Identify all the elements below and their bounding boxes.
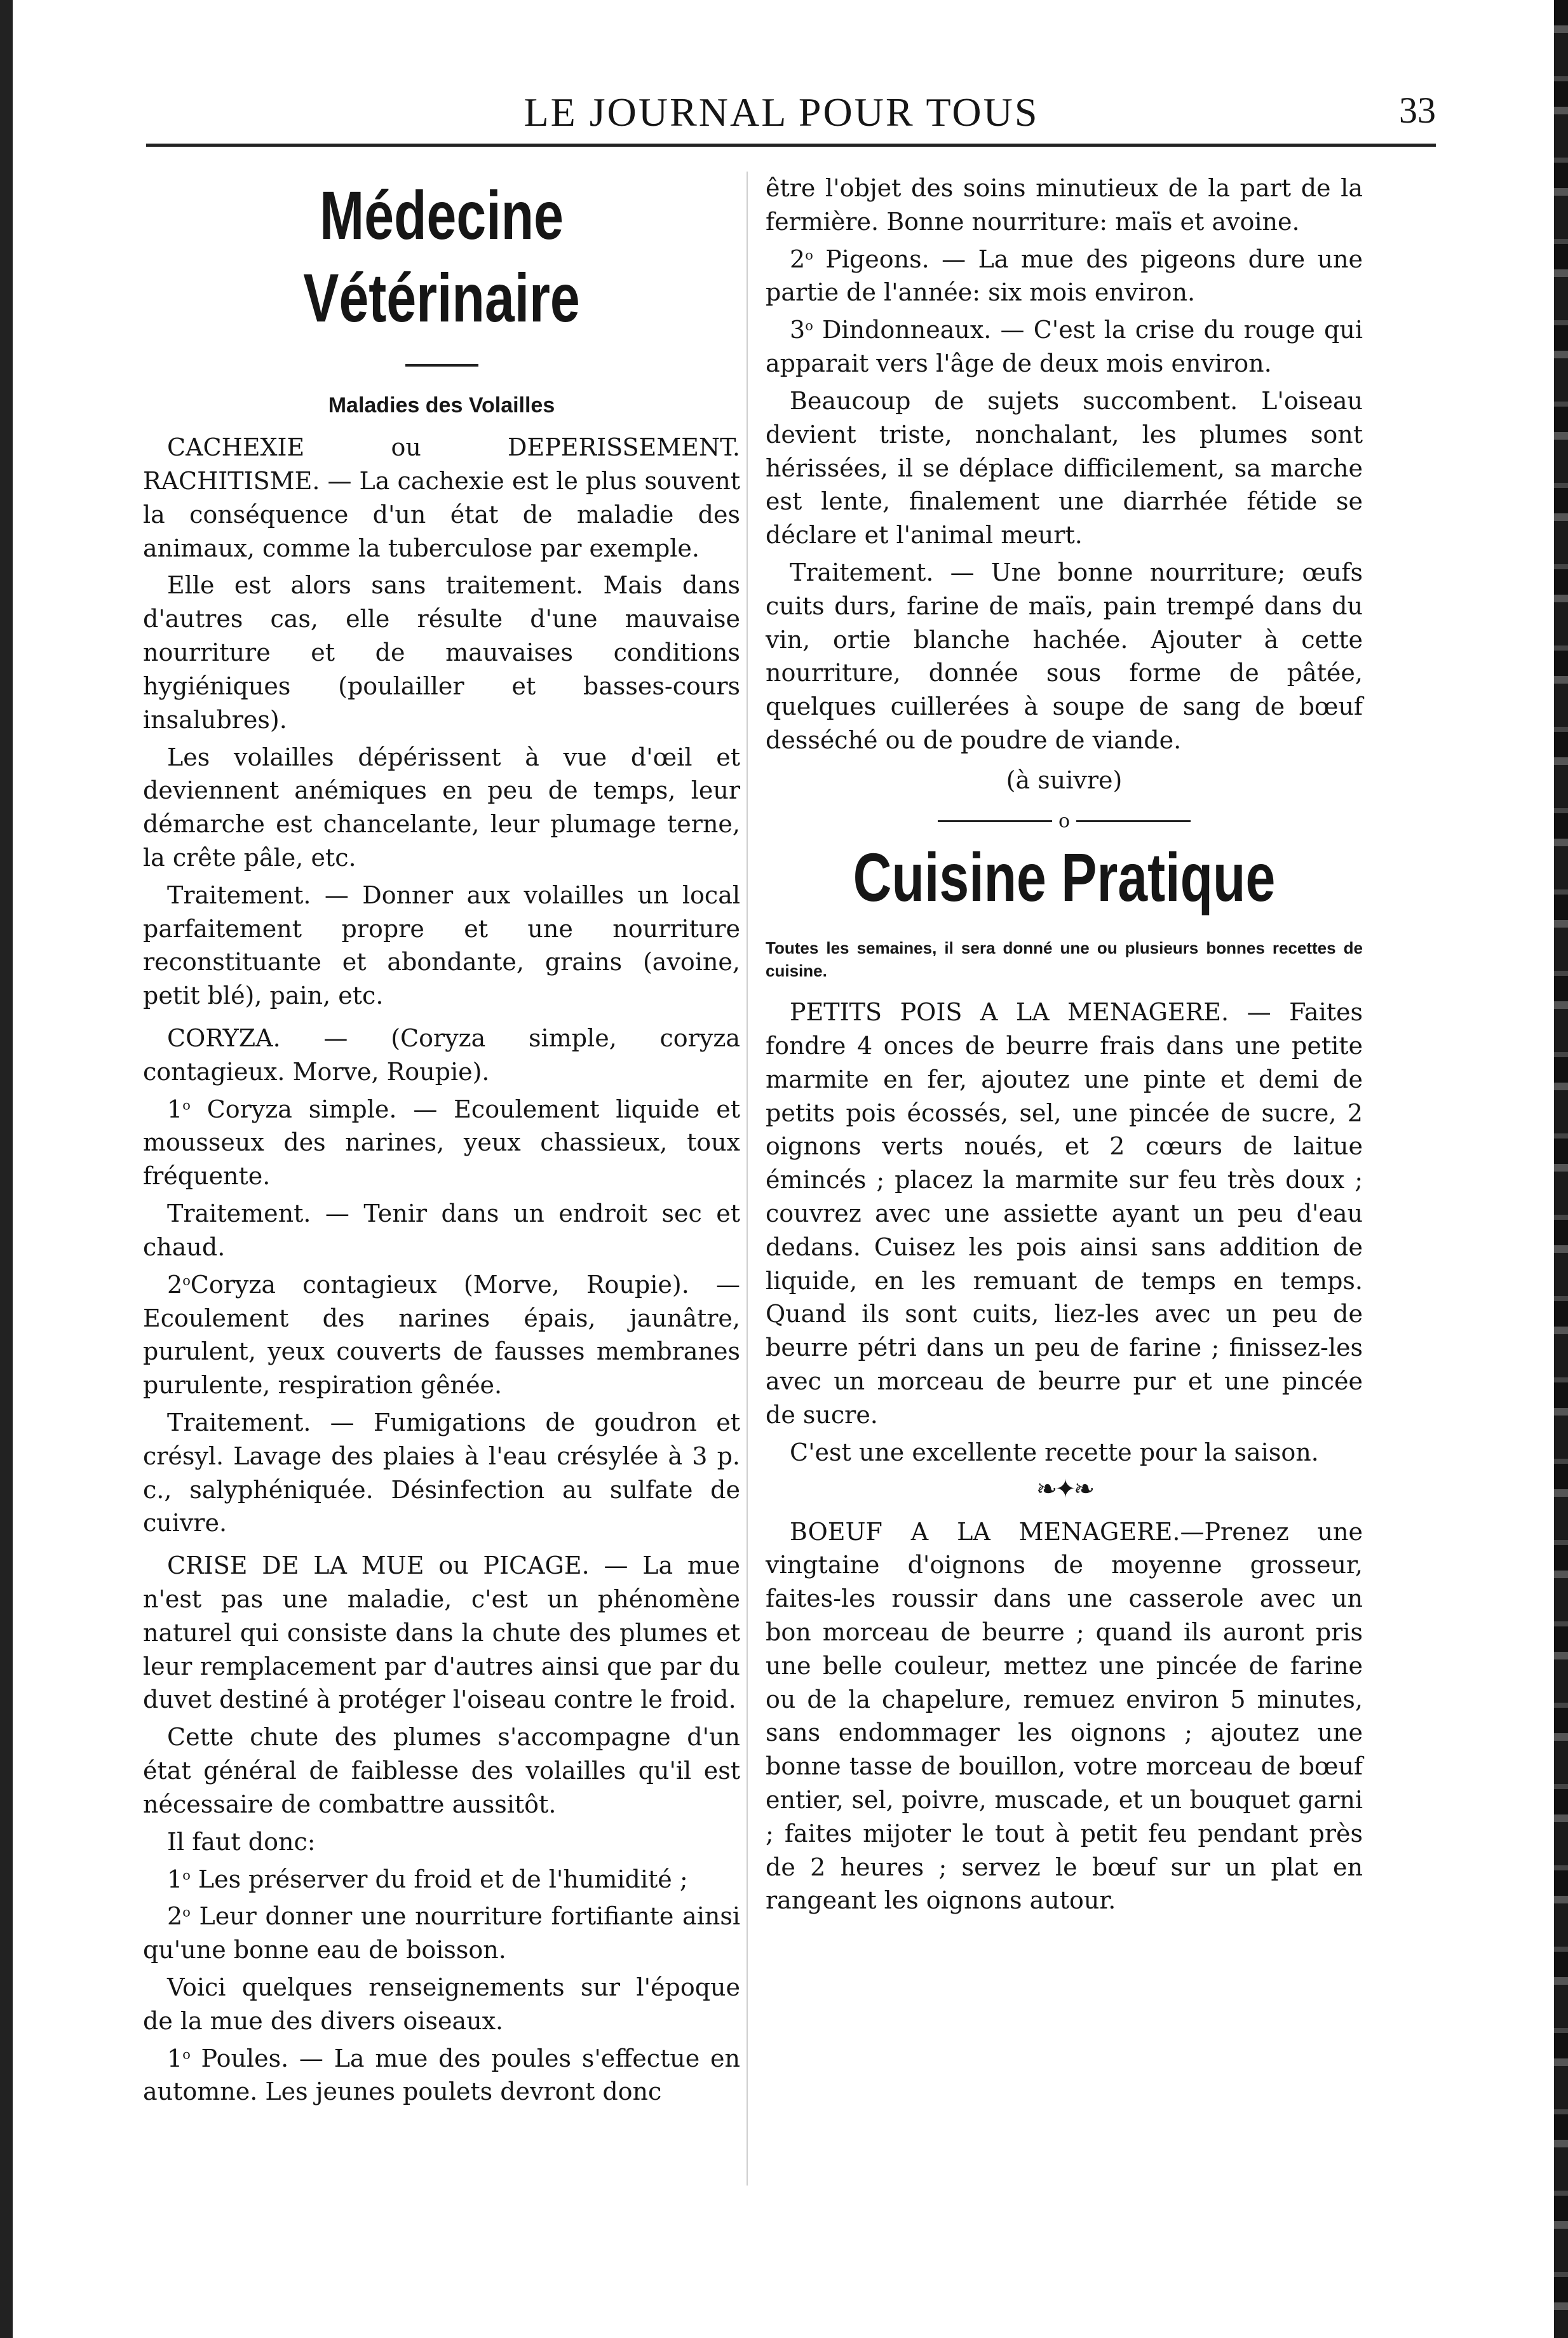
title-rule <box>405 364 478 367</box>
degree-mark: o <box>805 318 813 334</box>
page-number: 33 <box>1399 90 1436 131</box>
article-paragraph: CRISE DE LA MUE ou PICAGE. — La mue n'est pas une maladie, c'est un phénomène naturel qui consiste dans la chute des plumes et leur remplacement par d'autres ainsi que par du duvet destiné à protéger l'oiseau contre le froid. <box>143 1551 740 1714</box>
article-paragraph: Beaucoup de sujets succombent. L'oiseau devient triste, nonchalant, les plumes sont hérissées, il se déplace difficilement, sa marche est lente, finalement une diarrhée fétide se déclare et l'animal meurt. <box>766 386 1363 550</box>
article-paragraph: 1$^o$ Poules. — La mue des poules s'effectue en automne. Les jeunes poulets devront donc <box>143 2044 740 2106</box>
article-paragraph: Les volailles dépérissent à vue d'œil et deviennent anémiques en peu de temps, leur démarche est chancelante, leur plumage terne, la crête pâle, etc. <box>143 743 740 872</box>
article-paragraph: Il faut donc: <box>167 1827 316 1856</box>
header-rule <box>146 144 1436 147</box>
article-paragraph: 3$^o$ Dindonneaux. — C'est la crise du rouge qui apparait vers l'âge de deux mois environ. <box>766 316 1363 378</box>
article-paragraph: Traitement. — Une bonne nourriture; œufs cuits durs, farine de maïs, pain trempé dans du vin, ortie blanche hachée. Ajouter à cette nourriture, donnée sous forme de pâtée, quelques cuillerées à soupe de sang de bœuf desséché ou de poudre de viande. <box>766 558 1363 754</box>
recipe-paragraph: BOEUF A LA MENAGERE.—Prenez une vingtaine d'oignons de moyenne grosseur, faites-les roussir dans une casserole avec un bon morceau de beurre ; quand ils auront pris une belle couleur, mettez une pincée de farine ou de la chapelure, remuez environ 5 minutes, sans endommager les oignons ; ajoutez une bonne tasse de bouillon, votre morceau de bœuf entier, sel, poivre, muscade, et un bouquet garni ; faites mijoter le tout à petit feu pendant près de 2 heures ; servez le bœuf sur un plat en rangeant les oignons autour. <box>766 1517 1363 1915</box>
separator-line <box>938 820 1052 822</box>
cuisine-intro: Toutes les semaines, il sera donné une ou plusieurs bonnes recettes de cuisine. <box>766 938 1363 981</box>
degree-mark: o <box>182 1904 191 1920</box>
article-paragraph-continued: être l'objet des soins minutieux de la part de la fermière. Bonne nourriture: maïs et avoine. <box>766 174 1363 236</box>
list-number: 1 <box>167 1865 183 1893</box>
running-title: LE JOURNAL POUR TOUS <box>524 90 1039 135</box>
fleuron-ornament: ❧✦❧ <box>1036 1474 1093 1504</box>
recipe-paragraph: C'est une excellente recette pour la saison. <box>790 1438 1319 1466</box>
article-paragraph: 1$^o$ Coryza simple. — Ecoulement liquide et mousseux des narines, yeux chassieux, toux fréquente. <box>143 1095 740 1191</box>
article-paragraph: 1$^o$ Les préserver du froid et de l'humidité ; <box>167 1865 688 1893</box>
recipe-paragraph: PETITS POIS A LA MENAGERE. — Faites fondre 4 onces de beurre frais dans une petite marmite en fer, ajoutez une pinte et demi de petits pois écossés, sel, une pincée de sucre, 2 oignons verts noués, et 2 cœurs de laitue émincés ; placez la marmite sur feu très doux ; couvrez avec une assiette ayant un peu d'eau dedans. Cuisez les pois ainsi sans addition de liquide, en les remuant de temps en temps. Quand ils sont cuits, liez-les avec un peu de beurre pétri dans un peu de farine ; finissez-les avec un morceau de beurre pur et une pincée de sucre. <box>766 998 1363 1429</box>
article-paragraph: 2$^o$ Pigeons. — La mue des pigeons dure une partie de l'année: six mois environ. <box>766 245 1363 307</box>
separator-o: o <box>1058 809 1071 832</box>
article-paragraph: 2$^o$Coryza contagieux (Morve, Roupie). — Ecoulement des narines épais, jaunâtre, purulent, yeux couverts de fausses membranes purulente, respiration gênée. <box>143 1270 740 1400</box>
degree-mark: o <box>805 247 813 263</box>
a-suivre: (à suivre) <box>1006 766 1123 794</box>
list-number: 1 <box>167 1095 183 1123</box>
article-paragraph: Traitement. — Donner aux volailles un local parfaitement propre et une nourriture reconstituante et abondante, grains (avoine, petit blé), pain, etc. <box>143 881 740 1010</box>
degree-mark: o <box>182 2046 191 2062</box>
article-paragraph: Cette chute des plumes s'accompagne d'un état général de faiblesse des volailles qu'il est nécessaire de combattre aussitôt. <box>143 1723 740 1818</box>
list-number: 3 <box>790 316 806 344</box>
page-edge-left <box>0 0 13 2338</box>
degree-mark: o <box>182 1867 191 1882</box>
list-number: 2 <box>790 245 806 273</box>
page-edge-right <box>1554 0 1568 2338</box>
column-divider <box>747 172 748 2186</box>
article-paragraph: Elle est alors sans traitement. Mais dans d'autres cas, elle résulte d'une mauvaise nourriture et de mauvaises conditions hygiéniques (poulailler et basses-cours insalubres). <box>143 571 740 734</box>
separator-line <box>1076 820 1191 822</box>
article-paragraph: Voici quelques renseignements sur l'époque de la mue des divers oiseaux. <box>143 1973 740 2035</box>
article-paragraph: Traitement. — Tenir dans un endroit sec et chaud. <box>143 1199 740 1261</box>
veterinaire-title: Médecine Vétérinaire <box>303 177 580 336</box>
left-column <box>143 172 740 2112</box>
list-number: 2 <box>167 1902 183 1931</box>
veterinaire-subtitle: Maladies des Volailles <box>328 393 555 418</box>
section-separator <box>766 809 1363 832</box>
page-header <box>146 89 1436 140</box>
list-number: 1 <box>167 2044 183 2072</box>
article-paragraph: CORYZA. — (Coryza simple, coryza contagieux. Morve, Roupie). <box>143 1024 740 1086</box>
degree-mark: o <box>182 1097 191 1113</box>
list-number: 2 <box>167 1270 183 1299</box>
cuisine-title: Cuisine Pratique <box>853 838 1276 916</box>
article-paragraph: 2$^o$ Leur donner une nourriture fortifiante ainsi qu'une bonne eau de boisson. <box>143 1902 740 1964</box>
degree-mark: o <box>182 1273 191 1288</box>
article-paragraph: CACHEXIE ou DEPERISSEMENT. RACHITISME. — La cachexie est le plus souvent la conséquence d'un état de maladie des animaux, comme la tuberculose par exemple. <box>143 433 740 562</box>
article-paragraph: Traitement. — Fumigations de goudron et crésyl. Lavage des plaies à l'eau crésylée à 3 p. c., salyphéniquée. Désinfection au sulfate de cuivre. <box>143 1408 740 1537</box>
right-column <box>766 172 1363 1921</box>
